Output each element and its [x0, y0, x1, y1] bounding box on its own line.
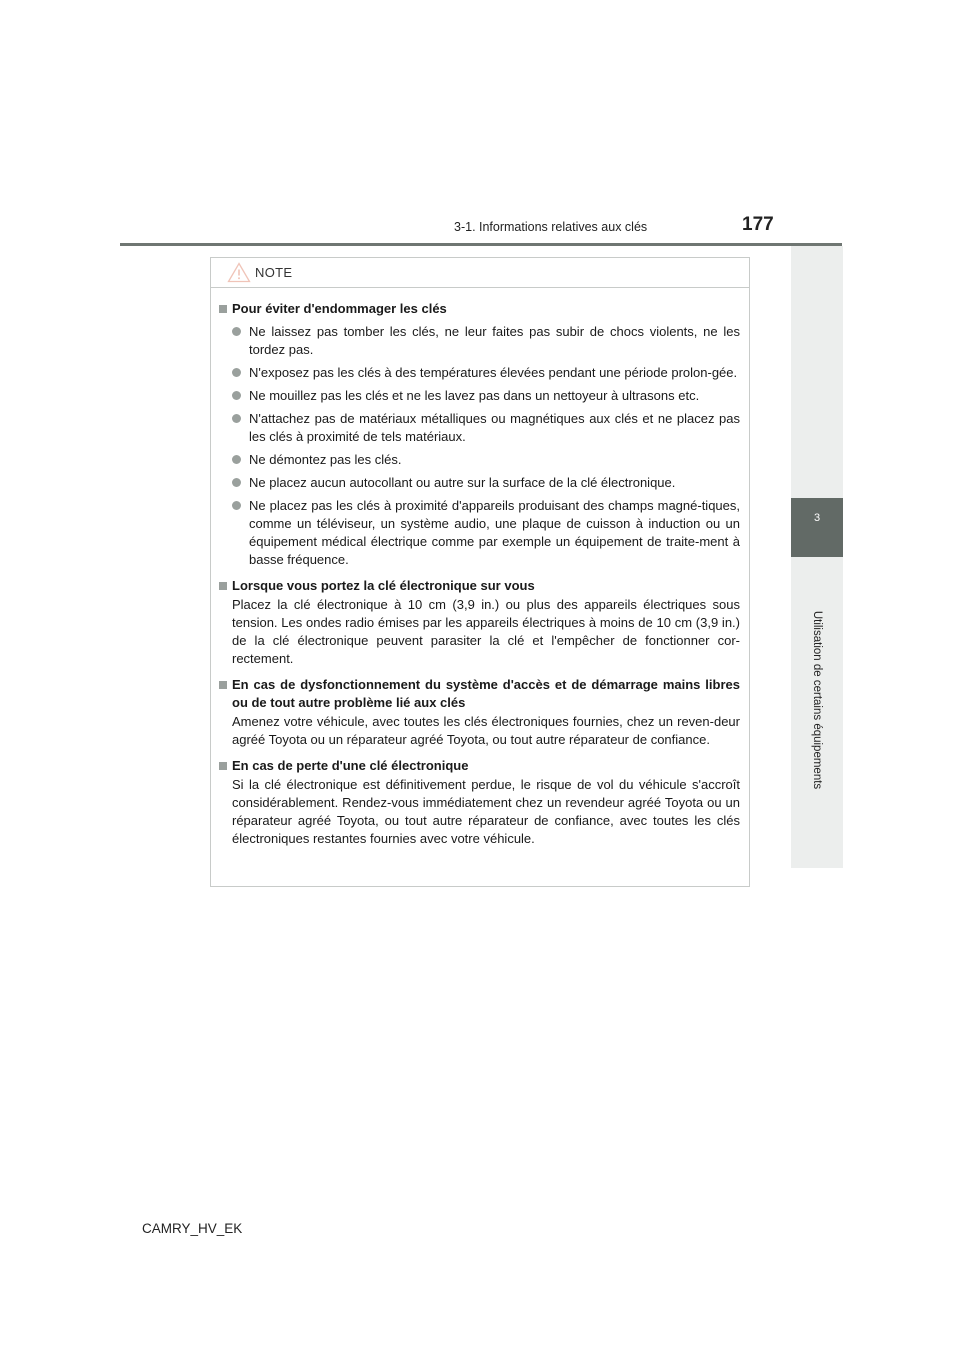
section-heading-text: Pour éviter d'endommager les clés	[232, 301, 447, 316]
list-item-text: Ne laissez pas tomber les clés, ne leur faites pas subir de chocs violents, ne les tordez pas.	[249, 324, 740, 357]
note-section	[217, 676, 740, 749]
list-item-text: Ne placez pas les clés à proximité d'appareils produisant des champs magné-tiques, comme un téléviseur, un système audio, une plaque de cuisson à induction ou un équipement médical électrique comme par exemple un équipement de traite-ment à basse fréquence.	[249, 498, 740, 567]
round-bullet-icon	[232, 327, 241, 336]
section-heading	[217, 577, 740, 595]
section-heading	[217, 757, 740, 775]
note-header	[211, 258, 749, 288]
chapter-tab	[791, 498, 843, 557]
note-section	[217, 300, 740, 569]
square-bullet-icon	[219, 762, 227, 770]
square-bullet-icon	[219, 582, 227, 590]
note-section	[217, 757, 740, 848]
list-item-text: N'attachez pas de matériaux métalliques ou magnétiques aux clés et ne placez pas les clés à proximité de tels matériaux.	[249, 411, 740, 444]
list-item	[217, 451, 740, 469]
note-body	[211, 288, 749, 848]
list-item-text: Ne démontez pas les clés.	[249, 452, 402, 467]
list-item	[217, 474, 740, 492]
section-paragraph: Amenez votre véhicule, avec toutes les clés électroniques fournies, chez un reven-deur agréé Toyota ou un réparateur agréé Toyota, ou tout autre réparateur de confiance.	[232, 714, 740, 747]
note-section	[217, 577, 740, 668]
section-heading-text: En cas de perte d'une clé électronique	[232, 758, 469, 773]
section-paragraph: Si la clé électronique est définitivement perdue, le risque de vol du véhicule s'accroît considérablement. Rendez-vous immédiatement chez un revendeur agréé Toyota ou un réparateur agréé Toyota, ou tout autre réparateur de confiance, avec toutes les clés électroniques restantes fournies avec votre véhicule.	[232, 777, 740, 846]
section-paragraph: Placez la clé électronique à 10 cm (3,9 in.) ou plus des appareils électriques sous tension. Les ondes radio émises par les appareils électriques à moins de 10 cm (3,9 in.) de la clé électronique peuvent parasiter la clé et l'empêcher de fonctionner cor-rectement.	[232, 597, 740, 666]
list-item-text: Ne placez aucun autocollant ou autre sur la surface de la clé électronique.	[249, 475, 676, 490]
round-bullet-icon	[232, 368, 241, 377]
warning-triangle-icon	[227, 262, 251, 288]
section-heading-text: Lorsque vous portez la clé électronique sur vous	[232, 578, 535, 593]
note-box	[210, 257, 750, 887]
note-title: NOTE	[255, 265, 293, 280]
header-rule	[120, 243, 842, 246]
list-item	[217, 410, 740, 446]
section-heading	[217, 676, 740, 712]
list-item	[217, 323, 740, 359]
footer-model-code: CAMRY_HV_EK	[142, 1221, 243, 1236]
chapter-number: 3	[813, 512, 821, 524]
round-bullet-icon	[232, 391, 241, 400]
list-item-text: N'exposez pas les clés à des températures élevées pendant une période prolon-gée.	[249, 365, 738, 380]
section-heading-text: En cas de dysfonctionnement du système d'accès et de démarrage mains libres ou de tout autre problème lié aux clés	[232, 677, 740, 710]
page-number: 177	[742, 214, 774, 235]
list-item	[217, 387, 740, 405]
square-bullet-icon	[219, 305, 227, 313]
header-section-title: 3-1. Informations relatives aux clés	[454, 220, 648, 234]
list-item-text: Ne mouillez pas les clés et ne les lavez pas dans un nettoyeur à ultrasons etc.	[249, 388, 700, 403]
round-bullet-icon	[232, 414, 241, 423]
round-bullet-icon	[232, 455, 241, 464]
list-item	[217, 497, 740, 569]
section-heading	[217, 300, 740, 318]
chapter-side-title: Utilisation de certains équipements	[811, 610, 823, 790]
round-bullet-icon	[232, 478, 241, 487]
list-item	[217, 364, 740, 382]
round-bullet-icon	[232, 501, 241, 510]
square-bullet-icon	[219, 681, 227, 689]
